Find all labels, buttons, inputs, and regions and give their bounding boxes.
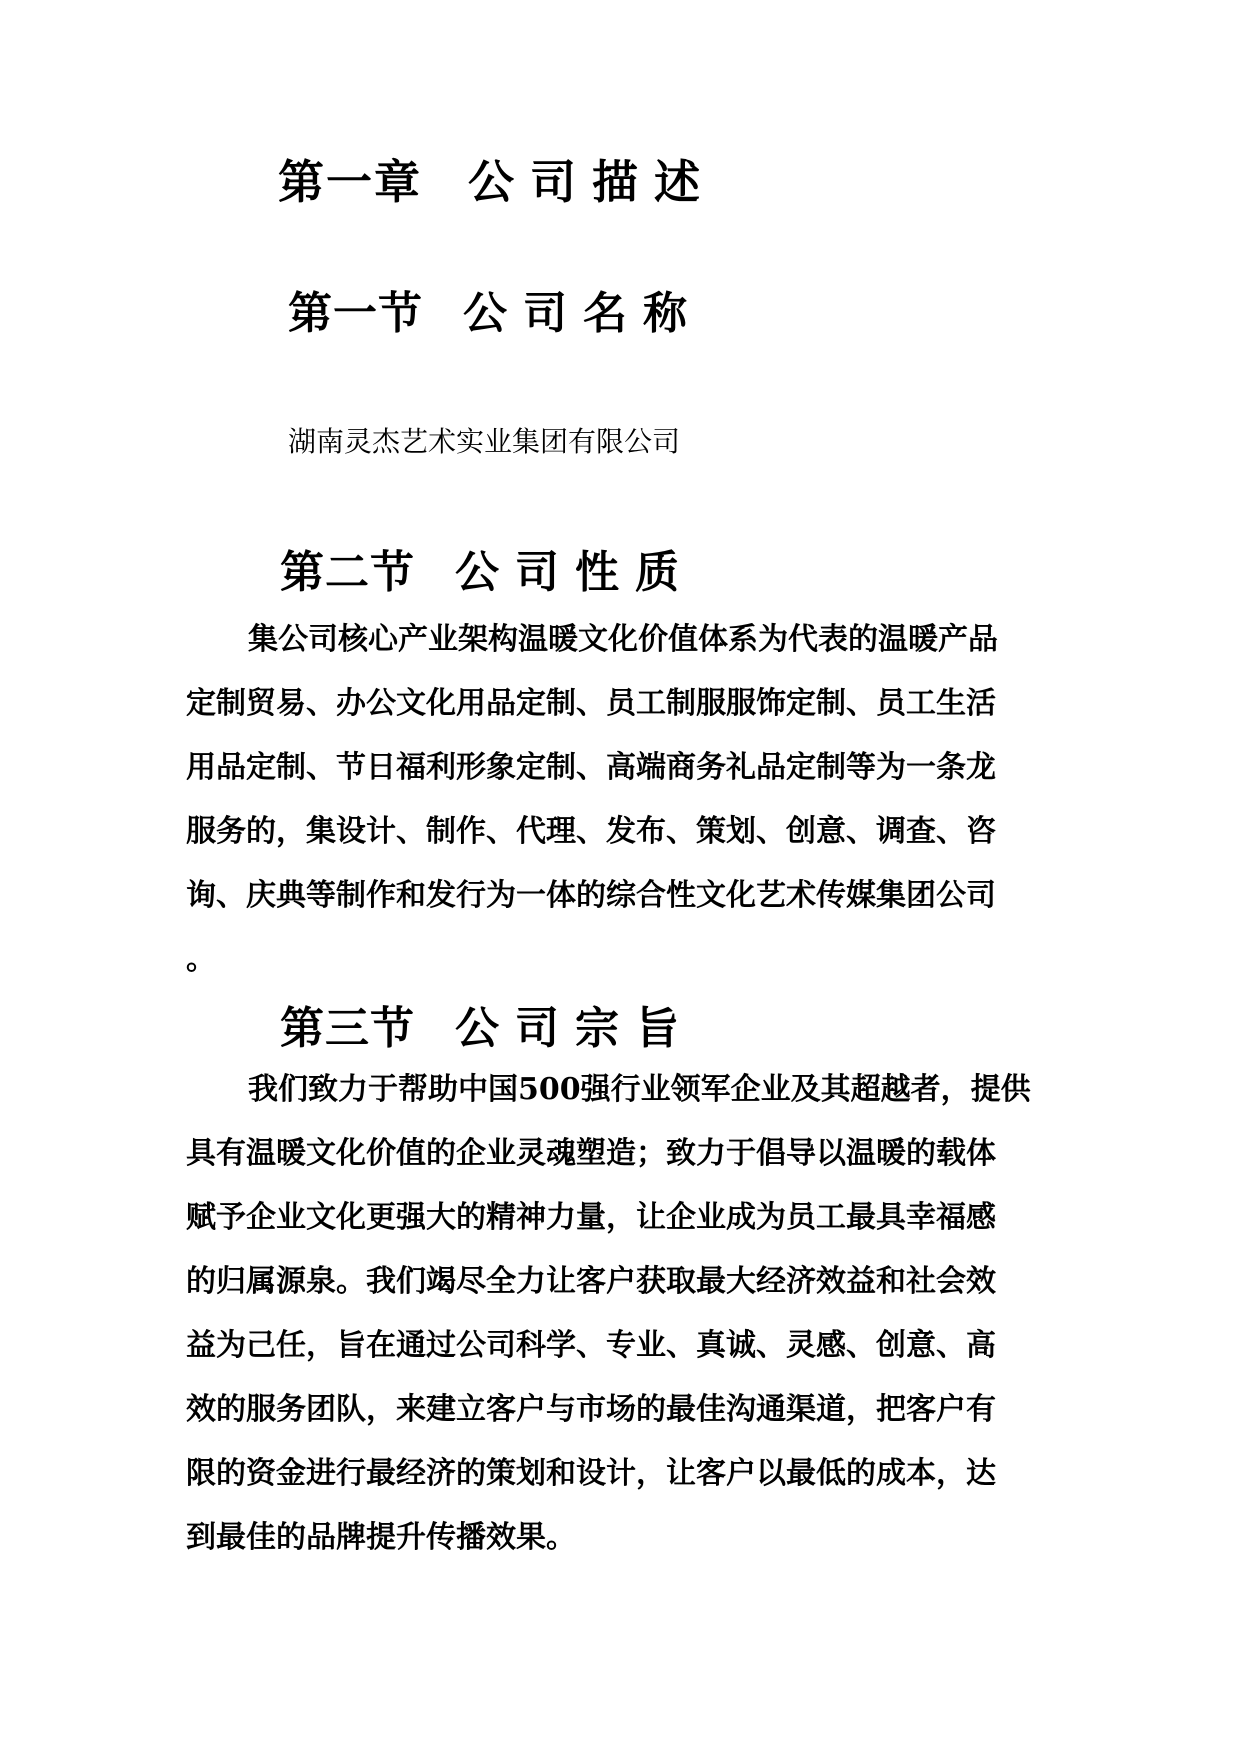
chapter-label: 第一章 [278,155,422,209]
paragraph-line: 询、庆典等制作和发行为一体的综合性文化艺术传媒集团公司 [186,878,996,913]
section-3-paragraph [186,1070,1056,1582]
section-title: 公司性质 [455,547,695,598]
section-heading-1 [288,285,703,343]
paragraph-line: 。 [186,942,216,977]
paragraph-line: 到最佳的品牌提升传播效果。 [186,1520,576,1555]
paragraph-line: 服务的，集设计、制作、代理、发布、策划、创意、调查、咨 [186,814,996,849]
paragraph-line: 效的服务团队，来建立客户与市场的最佳沟通渠道，把客户有 [186,1392,996,1427]
paragraph-line: 的归属源泉。我们竭尽全力让客户获取最大经济效益和社会效 [186,1264,996,1299]
paragraph-line: 赋予企业文化更强大的精神力量，让企业成为员工最具幸福感 [186,1200,996,1235]
paragraph-line: 集公司核心产业架构温暖文化价值体系为代表的温暖产品 [248,622,998,657]
paragraph-line: 益为己任，旨在通过公司科学、专业、真诚、灵感、创意、高 [186,1328,996,1363]
chapter-title: 公司描述 [468,155,716,209]
section-label: 第一节 [288,288,423,339]
paragraph-line: 具有温暖文化价值的企业灵魂塑造；致力于倡导以温暖的载体 [186,1136,996,1171]
section-label: 第三节 [280,1003,415,1054]
section-2-paragraph [186,620,1056,1004]
section-heading-2 [280,544,695,602]
section-title: 公司名称 [463,288,703,339]
paragraph-line: 限的资金进行最经济的策划和设计，让客户以最低的成本，达 [186,1456,996,1491]
section-title: 公司宗旨 [455,1003,695,1054]
company-name: 湖南灵杰艺术实业集团有限公司 [288,425,681,458]
chapter-heading [278,152,716,212]
section-heading-3 [280,1000,695,1058]
section-label: 第二节 [280,547,415,598]
paragraph-line: 定制贸易、办公文化用品定制、员工制服服饰定制、员工生活 [186,686,996,721]
paragraph-line: 用品定制、节日福利形象定制、高端商务礼品定制等为一条龙 [186,750,996,785]
paragraph-line: 我们致力于帮助中国500强行业领军企业及其超越者，提供 [248,1072,1031,1107]
